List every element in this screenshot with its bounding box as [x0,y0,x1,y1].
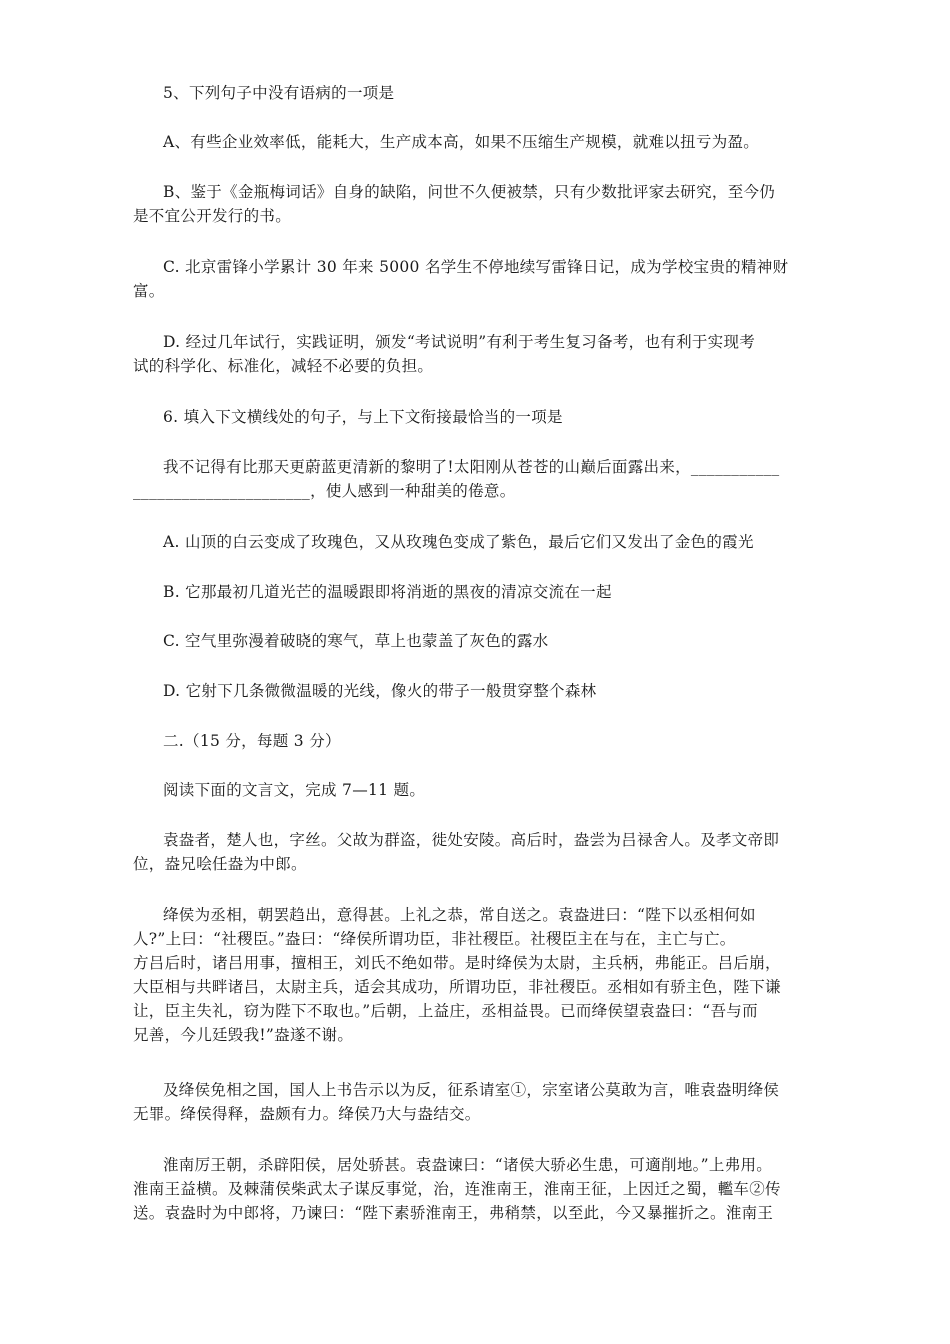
question-6-option-a: A. 山顶的白云变成了玫瑰色，又从玫瑰色变成了紫色，最后它们又发出了金色的霞光 [163,533,754,551]
section-2-instructions: 阅读下面的文言文，完成 7—11 题。 [163,781,426,799]
passage-paragraph-3: 及绛侯免相之国，国人上书告示以为反，征系请室①，宗室诸公莫敢为言，唯袁盎明绛侯 无罪。绛侯得释，盎颇有力。绛侯乃大与盎结交。 [133,1081,780,1123]
question-6-stem: 6. 填入下文横线处的句子，与上下文衔接最恰当的一项是 [163,408,563,426]
question-6-option-c: C. 空气里弥漫着破晓的寒气，草上也蒙盖了灰色的露水 [163,632,549,650]
question-5-option-a: A、有些企业效率低，能耗大，生产成本高，如果不压缩生产规模，就难以扭亏为盈。 [163,133,760,151]
question-5-stem: 5、下列句子中没有语病的一项是 [163,84,395,102]
question-5-option-d: D. 经过几年试行，实践证明，颁发“考试说明”有利于考生复习备考，也有利于实现考 试的科学化、标准化，减轻不必要的负担。 [133,333,756,375]
passage-paragraph-2: 绛侯为丞相，朝罢趋出，意得甚。上礼之恭，常自送之。袁盎进曰：“陛下以丞相何如 人?”上曰：“社稷臣。”盎曰：“绛侯所谓功臣，非社稷臣。社稷臣主在与在，主亡与亡。 方吕后时，诸吕用事，擅相王，刘氏不绝如带。是时绛侯为太尉，主兵柄，弗能正。吕后崩， 大臣相与共畔诸吕，太尉主兵，适会其成功，所谓功臣，非社稷臣。丞相如有骄主色，陛下谦 让，臣主失礼，窃为陛下不取也。”后朝，上益庄，丞相益畏。已而绛侯望袁盎曰：“吾与而 兄善，今儿廷毁我!”盎遂不谢。 [133,906,781,1044]
question-6-passage: 我不记得有比那天更蔚蓝更清新的黎明了!太阳刚从苍苍的山巅后面露出来，___________ ______________________，使人感到一种甜美的倦意。 [133,458,780,500]
question-6-option-b: B. 它那最初几道光芒的温暖跟即将消逝的黑夜的清凉交流在一起 [163,583,612,601]
question-5-option-b: B、鉴于《金瓶梅词话》自身的缺陷，问世不久便被禁，只有少数批评家去研究，至今仍 是不宜公开发行的书。 [133,183,776,225]
passage-paragraph-4: 淮南厉王朝，杀辟阳侯，居处骄甚。袁盎谏曰：“诸侯大骄必生患，可適削地。”上弗用。 淮南王益横。及棘蒲侯柴武太子谋反事觉，治，连淮南王，淮南王征，上因迁之蜀，轞车②传 送。袁盎时为中郎将，乃谏曰：“陛下素骄淮南王，弗稍禁，以至此，今又暴摧折之。淮南王 [133,1156,781,1222]
section-2-heading: 二.（15 分，每题 3 分） [163,732,341,750]
question-5-option-c: C. 北京雷锋小学累计 30 年来 5000 名学生不停地续写雷锋日记，成为学校宝贵的精神财 富。 [133,258,789,300]
question-6-option-d: D. 它射下几条微微温暖的光线，像火的带子一般贯穿整个森林 [163,682,597,700]
passage-paragraph-1: 袁盎者，楚人也，字丝。父故为群盗，徙处安陵。高后时，盎尝为吕禄舍人。及孝文帝即 位，盎兄哙任盎为中郎。 [133,831,780,873]
